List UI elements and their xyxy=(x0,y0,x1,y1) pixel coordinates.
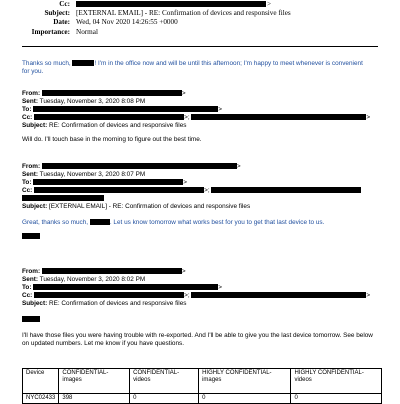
message-1-cc-mid: >; xyxy=(184,114,190,121)
message-1 xyxy=(22,90,382,144)
message-1-body-text: Will do. I'll touch base in the morning to figure out the best time. xyxy=(22,136,202,143)
table-cell: 0 xyxy=(291,394,382,404)
message-3-greeting xyxy=(22,316,382,324)
message-3-from-label: From: xyxy=(22,268,41,275)
message-1-subject-value: RE: Confirmation of devices and responsive files xyxy=(49,122,187,129)
redacted-block xyxy=(34,114,184,120)
table-header-row xyxy=(23,369,382,394)
header-date-label: Date: xyxy=(53,18,70,26)
message-2-cc xyxy=(22,187,382,195)
redacted-block xyxy=(33,179,183,185)
message-0-body xyxy=(22,60,382,76)
header-importance-row xyxy=(0,28,400,37)
message-2-from-tail: > xyxy=(236,163,241,170)
message-3-cc xyxy=(22,292,382,300)
message-2-subject-label: Subject: xyxy=(22,203,48,210)
table-cell: NYC02433 xyxy=(23,394,59,404)
message-3-to xyxy=(22,284,382,292)
message-2-cc-mid: >; xyxy=(204,187,210,194)
message-2-subject-value: [EXTERNAL EMAIL] - RE: Confirmation of devices and responsive files xyxy=(49,203,251,210)
message-3-cc-mid: >; xyxy=(184,292,190,299)
redacted-block xyxy=(42,268,182,274)
message-1-to-label: To: xyxy=(22,106,32,113)
message-2-from xyxy=(22,163,382,171)
header-cc-row xyxy=(0,0,400,9)
message-1-from-tail: > xyxy=(181,90,186,97)
table-header-cell: CONFIDENTIAL-images xyxy=(59,369,130,394)
message-1-sent-value: Tuesday, November 3, 2020 8:08 PM xyxy=(39,98,146,105)
message-3-from-tail: > xyxy=(181,268,186,275)
table-header-cell: HIGHLY CONFIDENTIAL-videos xyxy=(291,369,382,394)
redacted-block xyxy=(90,219,110,225)
message-2-cc-cont xyxy=(22,195,382,203)
header-subject-row xyxy=(0,9,400,18)
devices-table xyxy=(22,368,382,404)
message-1-sent xyxy=(22,98,382,106)
message-3 xyxy=(22,268,382,347)
table-header-cell: Device xyxy=(23,369,59,394)
message-3-subject-value: RE: Confirmation of devices and responsive files xyxy=(49,300,187,307)
message-2 xyxy=(22,163,382,241)
header-importance-label: Importance: xyxy=(31,28,70,36)
message-1-to-tail: > xyxy=(218,106,222,113)
redacted-block xyxy=(191,114,366,120)
message-2-cc-label: Cc: xyxy=(22,187,33,194)
table-cell: 0 xyxy=(130,394,199,404)
message-1-body xyxy=(22,136,382,144)
table-cell: 398 xyxy=(59,394,130,404)
message-0-text-b: ! I'm in the office now and will be until this afternoon; I'm happy to meet whenever is convenient xyxy=(94,60,363,67)
message-0-text-c: for you. xyxy=(22,68,44,75)
redacted-block xyxy=(22,316,40,322)
message-2-to-label: To: xyxy=(22,179,32,186)
message-3-to-tail: > xyxy=(218,284,222,291)
redacted-block xyxy=(34,187,204,193)
table-header-cell: HIGHLY CONFIDENTIAL-images xyxy=(199,369,291,394)
message-3-subject-label: Subject: xyxy=(22,300,48,307)
message-3-to-label: To: xyxy=(22,284,32,291)
message-1-to xyxy=(22,106,382,114)
message-0-text-a: Thanks so much, xyxy=(22,60,71,67)
message-1-cc xyxy=(22,114,382,122)
message-3-body xyxy=(22,332,378,347)
message-3-body-text: I'll have those files you were having trouble with re-exported. And I'll be able to give you the last device tomorrow. See below on updated numbers. Let me know if you have questions. xyxy=(22,332,373,347)
table-row xyxy=(23,394,382,404)
message-1-cc-label: Cc: xyxy=(22,114,33,121)
message-3-from xyxy=(22,268,382,276)
header-date-row xyxy=(0,18,400,27)
message-3-sent xyxy=(22,276,382,284)
header-importance: Normal xyxy=(76,28,98,36)
message-2-subject xyxy=(22,203,382,211)
redacted-block xyxy=(72,60,94,66)
redacted-block xyxy=(191,292,366,298)
table-cell: 0 xyxy=(199,394,291,404)
redacted-block xyxy=(211,187,361,193)
message-2-sent xyxy=(22,171,382,179)
redacted-block xyxy=(22,233,40,239)
redacted-block xyxy=(42,163,237,169)
message-1-sent-label: Sent: xyxy=(22,98,38,105)
message-2-sent-label: Sent: xyxy=(22,171,38,178)
message-3-subject xyxy=(22,300,382,308)
message-3-sent-label: Sent: xyxy=(22,276,38,283)
redacted-block xyxy=(42,90,182,96)
message-2-to-tail: > xyxy=(183,179,187,186)
redacted-block xyxy=(33,106,218,112)
message-2-signature xyxy=(22,233,382,241)
message-2-from-label: From: xyxy=(22,163,41,170)
header-subject-label: Subject: xyxy=(44,9,70,17)
header-divider xyxy=(22,46,378,47)
header-subject: [EXTERNAL EMAIL] - RE: Confirmation of devices and responsive files xyxy=(76,9,291,17)
message-2-to xyxy=(22,179,382,187)
table-header-cell: CONFIDENTIAL-videos xyxy=(130,369,199,394)
message-2-sent-value: Tuesday, November 3, 2020 8:07 PM xyxy=(39,171,146,178)
redacted-block xyxy=(33,284,218,290)
header-cc-label: Cc: xyxy=(59,0,70,8)
header-cc-tail: > xyxy=(267,0,272,8)
redacted-block xyxy=(76,1,266,7)
header-date: Wed, 04 Nov 2020 14:26:55 +0000 xyxy=(76,18,178,26)
message-2-body xyxy=(22,219,382,227)
message-2-body-a: Great, thanks so much, xyxy=(22,219,89,226)
message-0-line-2 xyxy=(22,68,382,76)
message-1-cc-tail: > xyxy=(366,114,371,121)
message-1-subject xyxy=(22,122,382,130)
message-3-sent-value: Tuesday, November 3, 2020 8:02 PM xyxy=(39,276,146,283)
message-1-from xyxy=(22,90,382,98)
message-2-body-b: . Let us know tomorrow what works best for you to get that last device to us. xyxy=(109,219,325,226)
message-0-line-1 xyxy=(22,60,382,68)
message-3-cc-tail: > xyxy=(366,292,371,299)
redacted-block xyxy=(22,195,104,201)
message-1-from-label: From: xyxy=(22,90,41,97)
message-3-cc-label: Cc: xyxy=(22,292,33,299)
message-1-subject-label: Subject: xyxy=(22,122,48,129)
redacted-block xyxy=(34,292,184,298)
